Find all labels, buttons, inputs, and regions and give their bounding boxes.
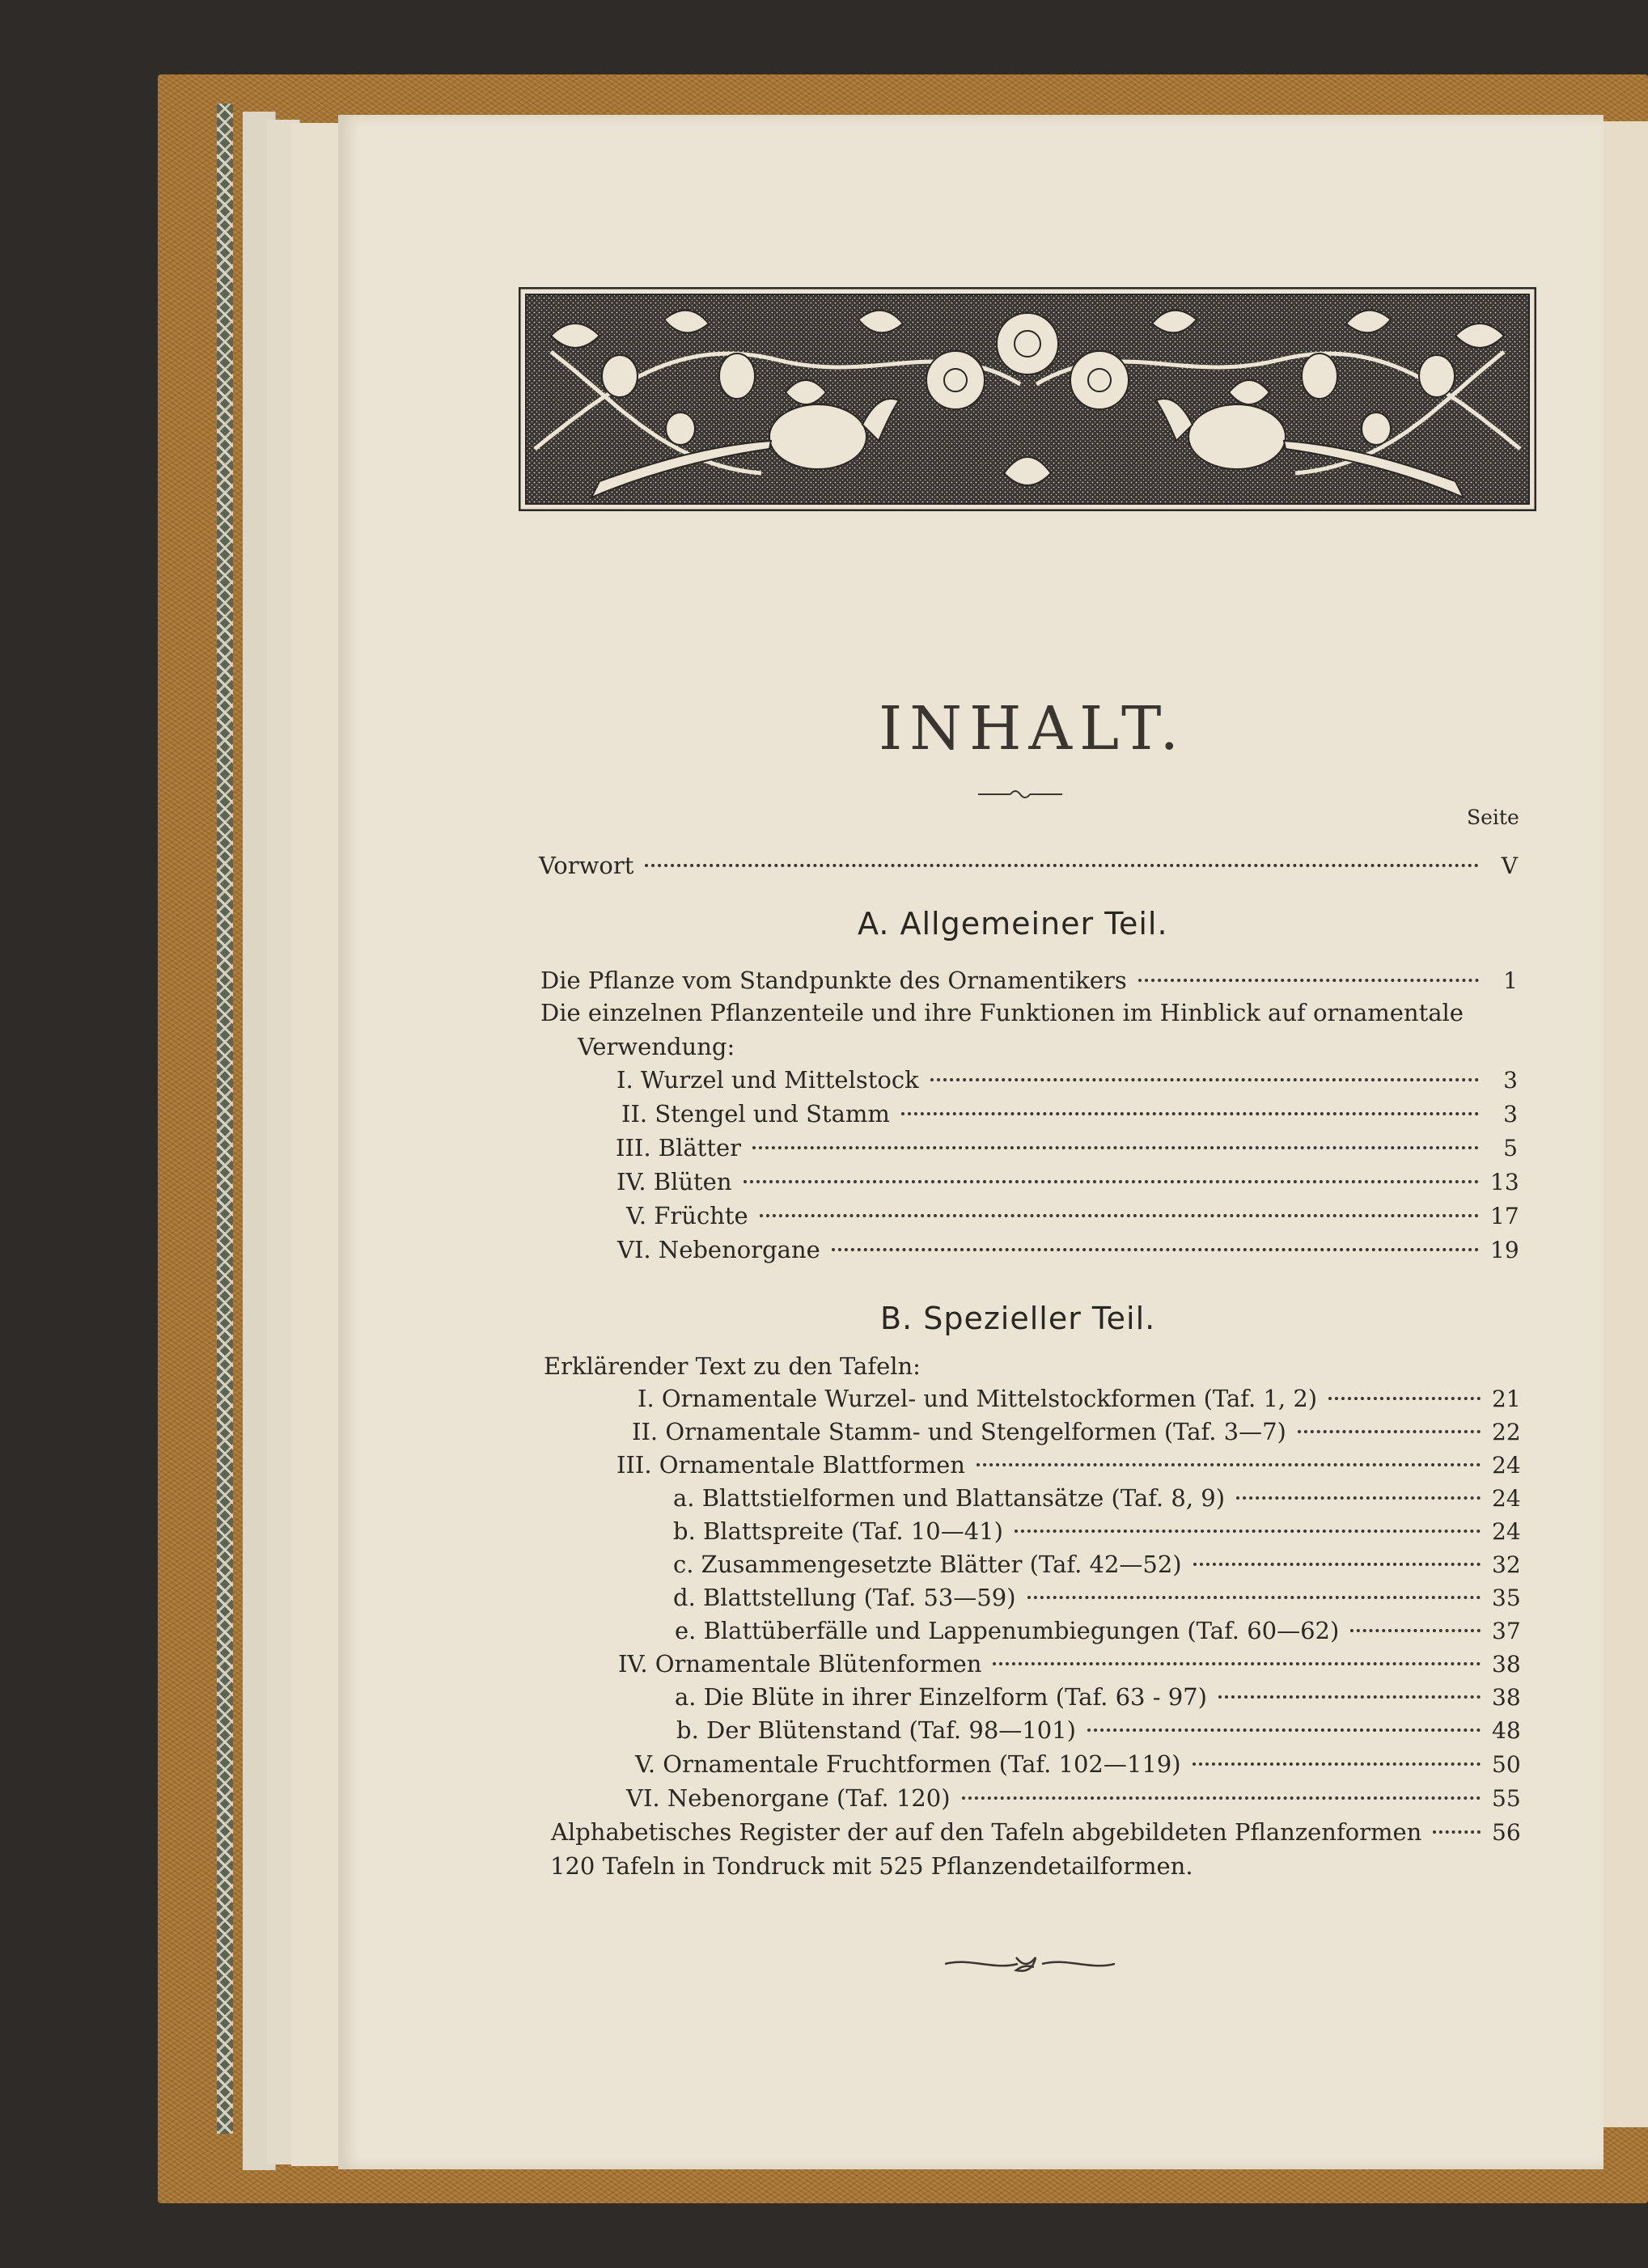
toc-entry [616, 1134, 1518, 1170]
toc-entry-label: VI. Nebenorgane [617, 1236, 820, 1263]
toc-entry-page: 50 [1492, 1751, 1521, 1778]
toc-entry [626, 1784, 1519, 1820]
leader-dots [1027, 1596, 1481, 1599]
toc-entry-preface [539, 852, 1518, 887]
toc-entry-page: 38 [1492, 1684, 1521, 1711]
leader-dots [832, 1248, 1479, 1251]
toc-entry-label: b. Blattspreite (Taf. 10—41) [673, 1517, 1003, 1545]
toc-entry-label: e. Blattüberfälle und Lappenumbiegungen (Taf. 60—62) [675, 1617, 1340, 1644]
toc-entry [616, 1451, 1519, 1487]
toc-entry-label: IV. Blüten [616, 1168, 732, 1195]
toc-entry-label: III. Ornamentale Blattformen [616, 1451, 965, 1479]
leader-dots [1193, 1563, 1481, 1566]
toc-entry-page: 21 [1492, 1386, 1521, 1412]
toc-entry [618, 1650, 1519, 1686]
toc-entry-label: c. Zusammengesetzte Blätter (Taf. 42—52) [673, 1551, 1182, 1578]
leader-dots [962, 1796, 1481, 1800]
toc-entry-label: IV. Ornamentale Blütenformen [618, 1650, 982, 1678]
leader-dots [645, 864, 1479, 867]
toc-entry-label: b. Der Blütenstand (Taf. 98—101) [676, 1716, 1076, 1744]
toc-entry [673, 1484, 1519, 1520]
leader-dots [752, 1146, 1479, 1149]
leader-dots [1433, 1830, 1481, 1834]
facing-page-edge [1602, 121, 1648, 2127]
leader-dots [744, 1180, 1479, 1183]
leader-dots [1298, 1430, 1481, 1433]
toc-entry [540, 967, 1518, 1002]
toc-entry-page: 48 [1492, 1717, 1521, 1744]
toc-entry-label: II. Ornamentale Stamm- und Stengelformen (Taf. 3—7) [632, 1418, 1286, 1445]
toc-entry [673, 1584, 1519, 1619]
toc-entry-page: 22 [1492, 1419, 1521, 1445]
leader-dots [1193, 1762, 1481, 1766]
toc-entry-label: V. Früchte [626, 1202, 748, 1229]
toc-entry [616, 1168, 1518, 1204]
toc-entry-page: 38 [1492, 1651, 1521, 1678]
toc-entry-page: 55 [1492, 1785, 1521, 1812]
ornamental-banner [519, 287, 1536, 511]
leader-dots [1138, 979, 1479, 982]
page-column-label: Seite [1467, 806, 1519, 829]
toc-entry-label: I. Wurzel und Mittelstock [616, 1066, 919, 1094]
leader-dots [993, 1662, 1481, 1665]
toc-entry [675, 1683, 1519, 1719]
toc-entry-page: 17 [1490, 1203, 1519, 1229]
toc-entry-label: II. Stengel und Stamm [621, 1100, 890, 1128]
leader-dots [901, 1112, 1479, 1115]
leader-dots [1015, 1530, 1481, 1533]
toc-entry-label: III. Blätter [616, 1134, 742, 1162]
toc-entry-page: 37 [1492, 1618, 1521, 1644]
toc-entry [676, 1716, 1519, 1752]
title-divider-ornament [978, 785, 1062, 802]
toc-entry [626, 1202, 1518, 1238]
section-a-intro-line-2: Verwendung: [578, 1033, 735, 1060]
toc-entry [638, 1385, 1519, 1420]
toc-entry [617, 1236, 1518, 1272]
leader-dots [1328, 1397, 1481, 1400]
toc-entry-page: 3 [1503, 1067, 1518, 1094]
toc-entry-page: 24 [1492, 1452, 1521, 1479]
section-heading-a: A. Allgemeiner Teil. [858, 906, 1168, 941]
closing-flourish-ornament [945, 1949, 1115, 1978]
leader-dots [760, 1214, 1479, 1217]
leader-dots [977, 1463, 1481, 1466]
toc-entry-label: d. Blattstellung (Taf. 53—59) [673, 1584, 1016, 1611]
leader-dots [1236, 1496, 1481, 1500]
toc-entry-label: a. Blattstielformen und Blattansätze (Taf. 8, 9) [673, 1484, 1226, 1512]
leader-dots [930, 1078, 1479, 1081]
toc-entry-page: 35 [1492, 1585, 1521, 1611]
toc-entry-page: 32 [1492, 1551, 1521, 1578]
toc-entry-label: VI. Nebenorgane (Taf. 120) [626, 1784, 951, 1812]
plates-summary: 120 Tafeln in Tondruck mit 525 Pflanzendetailformen. [550, 1852, 1193, 1880]
toc-entry [673, 1517, 1519, 1553]
toc-entry [551, 1818, 1519, 1854]
toc-entry-label: Alphabetisches Register der auf den Tafeln abgebildeten Pflanzenformen [551, 1818, 1422, 1846]
toc-entry-page: V [1501, 853, 1518, 879]
page-edge [291, 123, 341, 2166]
toc-entry [675, 1617, 1519, 1652]
section-heading-b: B. Spezieller Teil. [880, 1301, 1156, 1336]
toc-entry [616, 1066, 1518, 1102]
section-a-intro-line-1: Die einzelnen Pflanzenteile und ihre Funktionen im Hinblick auf ornamentale [540, 999, 1464, 1026]
toc-entry [632, 1418, 1519, 1453]
toc-entry-label: I. Ornamentale Wurzel- und Mittelstockformen (Taf. 1, 2) [638, 1385, 1318, 1412]
toc-entry-page: 24 [1492, 1485, 1521, 1512]
toc-entry-page: 3 [1503, 1101, 1518, 1128]
toc-entry [635, 1750, 1519, 1786]
toc-entry-label: V. Ornamentale Fruchtformen (Taf. 102—119) [635, 1750, 1181, 1778]
section-b-intro: Erklärender Text zu den Tafeln: [544, 1352, 921, 1380]
leader-dots [1218, 1695, 1481, 1699]
toc-entry [621, 1100, 1518, 1136]
marbled-endpaper-strip [217, 104, 233, 2134]
toc-entry-page: 24 [1492, 1518, 1521, 1545]
toc-title: INHALT. [879, 694, 1187, 764]
toc-entry-page: 5 [1503, 1135, 1518, 1162]
leader-dots [1087, 1729, 1481, 1732]
toc-entry-label: Vorwort [539, 852, 634, 879]
toc-entry-page: 1 [1503, 967, 1518, 994]
leader-dots [1350, 1629, 1481, 1632]
toc-entry-page: 19 [1490, 1237, 1519, 1263]
toc-entry-label: Die Pflanze vom Standpunkte des Ornamentikers [540, 967, 1127, 994]
toc-entry-label: a. Die Blüte in ihrer Einzelform (Taf. 63 - 97) [675, 1683, 1207, 1711]
toc-entry [673, 1551, 1519, 1586]
toc-entry-page: 13 [1490, 1169, 1519, 1195]
toc-entry-page: 56 [1492, 1819, 1521, 1846]
